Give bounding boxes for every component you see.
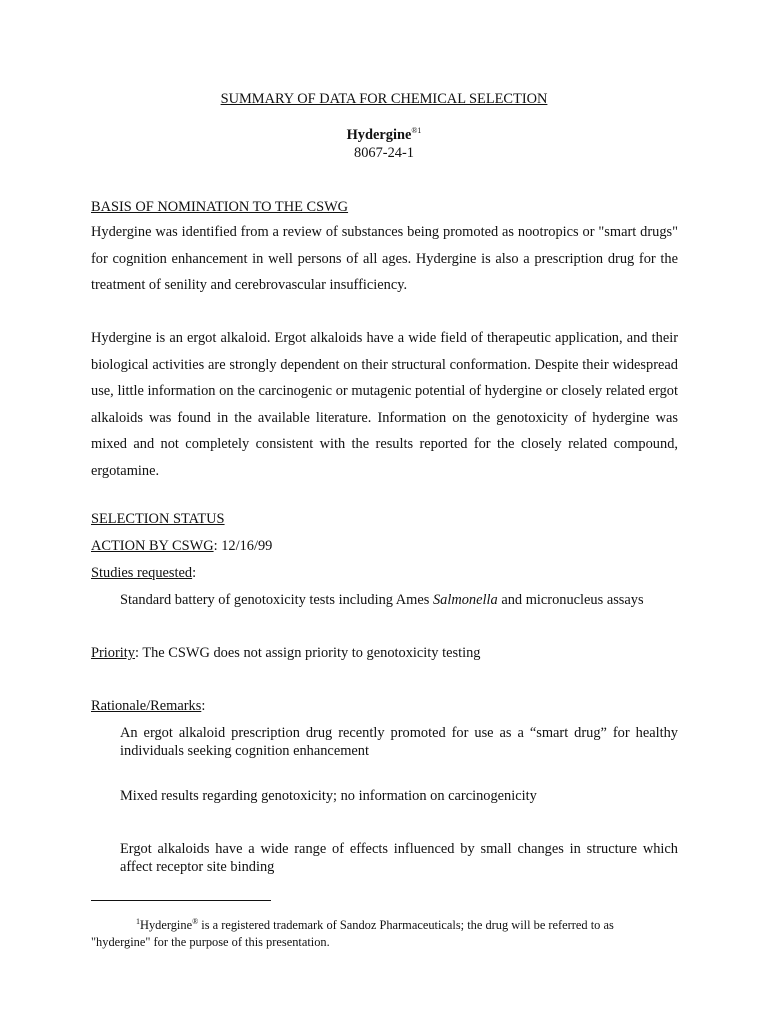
chemical-name: Hydergine$^{®1}$ bbox=[346, 126, 422, 143]
footnote-divider bbox=[91, 900, 271, 901]
footnote: $^1$Hydergine® is a registered trademark of Sandoz Pharmaceuticals; the drug will be referred to as "hydergine" for the purpose of this presentation. bbox=[91, 916, 614, 949]
studies-label: Studies requested: bbox=[91, 565, 197, 581]
rationale-label: Rationale/Remarks: bbox=[91, 698, 206, 714]
document-title: SUMMARY OF DATA FOR CHEMICAL SELECTION bbox=[220, 91, 548, 107]
rationale-item: Ergot alkaloids have a wide range of effects influenced by small changes in structure which affect receptor site binding bbox=[120, 841, 678, 875]
basis-heading: BASIS OF NOMINATION TO THE CSWG bbox=[91, 199, 349, 215]
rationale-item: An ergot alkaloid prescription drug recently promoted for use as a “smart drug” for healthy individuals seeking cognition enhancement bbox=[120, 725, 678, 759]
action-line: ACTION BY CSWG: 12/16/99 bbox=[91, 538, 273, 554]
basis-paragraph-2: Hydergine is an ergot alkaloid. Ergot alkaloids have a wide field of therapeutic application, and their biological activities are strongly dependent on their structural conformation. Despite their widespread use, little information on the carcinogenic or mutagenic potential of hydergine or closely related ergot alkaloids was found in the available literature. Information on the genotoxicity of hydergine was mixed and not completely consistent with the results reported for the closely related compound, ergotamine. bbox=[91, 330, 678, 479]
studies-text: Standard battery of genotoxicity tests including Ames Salmonella and micronucleus assays bbox=[120, 592, 644, 608]
footnote-reference: ®1 bbox=[411, 126, 422, 136]
basis-paragraph-1: Hydergine was identified from a review of substances being promoted as nootropics or "smart drugs" for cognition enhancement in well persons of all ages. Hydergine is also a prescription drug for the treatment of senility and cerebrovascular insufficiency. bbox=[91, 224, 678, 293]
cas-number: 8067-24-1 bbox=[354, 145, 414, 161]
rationale-item: Mixed results regarding genotoxicity; no information on carcinogenicity bbox=[120, 788, 537, 804]
priority-line: Priority: The CSWG does not assign priority to genotoxicity testing bbox=[91, 645, 481, 661]
selection-heading: SELECTION STATUS bbox=[91, 511, 225, 527]
